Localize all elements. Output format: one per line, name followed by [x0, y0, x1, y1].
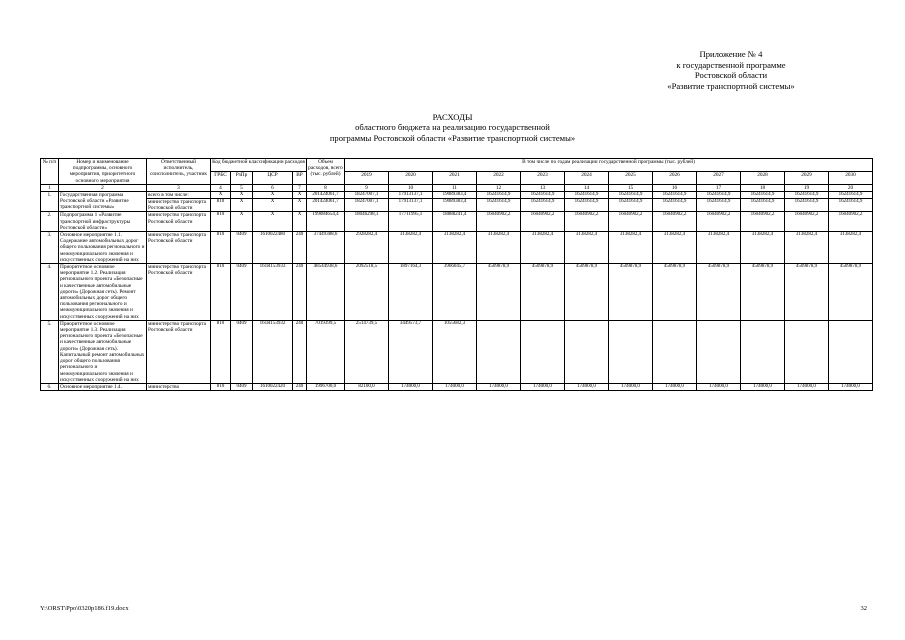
row-total: 199084654,4: [307, 212, 345, 232]
row-year-value: [477, 320, 521, 383]
row-year-value: 19089383,4: [433, 191, 477, 198]
row-year-value: 16241614,9: [653, 199, 697, 212]
row-year-value: 174000,0: [565, 383, 609, 390]
column-number: 13: [521, 184, 565, 191]
title-line: программы Ростовской области «Развитие транспортной системы»: [329, 132, 576, 143]
row-total: 1996700,0: [307, 383, 345, 390]
row-year-value: 174000,0: [389, 383, 433, 390]
row-name: Основное мероприятие 1.1. Содержание автомобильных дорог общего пользования регионального и межмуниципального значения и искусственных сооружений на них: [59, 232, 147, 264]
header-year: 2021: [433, 171, 477, 184]
table-row: [41, 212, 873, 232]
row-total: 201424061,7: [307, 199, 345, 212]
header-grbs: ГРБС: [211, 171, 231, 184]
appendix-line: «Развитие транспортной системы»: [667, 80, 795, 91]
row-year-value: 3138282,4: [697, 232, 741, 264]
row-number: 1.: [41, 191, 59, 212]
row-year-value: 3138282,4: [565, 232, 609, 264]
row-number: 6.: [41, 383, 59, 390]
row-year-value: 1055682,3: [433, 320, 477, 383]
row-number: 3.: [41, 232, 59, 264]
table-row: [41, 264, 873, 321]
header-year: 2022: [477, 171, 521, 184]
row-total: 7019399,5: [307, 320, 345, 383]
row-year-value: 16040902,2: [653, 212, 697, 232]
title-line: областного бюджета на реализацию государственной: [355, 122, 550, 133]
header-num: № п/п: [41, 159, 59, 185]
appendix-line: к государственной программе: [676, 59, 786, 70]
column-number: 10: [389, 184, 433, 191]
row-executor: министерство транспорта Ростовской области: [147, 199, 211, 212]
column-number: 17: [697, 184, 741, 191]
row-year-value: 16241614,9: [609, 199, 653, 212]
row-name: Основное мероприятие 1.4.: [59, 383, 147, 390]
row-year-value: 16040902,2: [741, 212, 785, 232]
expenses-table: [40, 158, 873, 391]
column-number: 5: [231, 184, 253, 191]
row-year-value: 3138282,4: [609, 232, 653, 264]
row-rzpr: 0409: [231, 383, 253, 390]
column-number: 3: [147, 184, 211, 191]
row-total: 201424061,7: [307, 191, 345, 198]
row-year-value: 16241614,9: [521, 191, 565, 198]
column-number: 20: [829, 184, 873, 191]
row-grbs: 810: [211, 264, 231, 321]
row-year-value: 3966045,7: [433, 264, 477, 321]
row-vr: 240: [293, 320, 307, 383]
column-number: 8: [307, 184, 345, 191]
row-grbs: 810: [211, 212, 231, 232]
row-year-value: [653, 320, 697, 383]
row-rzpr: 0409: [231, 232, 253, 264]
column-number: 1: [41, 184, 59, 191]
row-year-value: 2928282,4: [345, 232, 389, 264]
row-vr: X: [293, 212, 307, 232]
row-year-value: 4509878,9: [741, 264, 785, 321]
row-year-value: 4509878,9: [565, 264, 609, 321]
row-executor: министерство: [147, 383, 211, 390]
row-year-value: 4509878,9: [477, 264, 521, 321]
row-year-value: 174000,0: [697, 383, 741, 390]
row-csr: 1610022420: [253, 383, 293, 390]
row-csr: X: [253, 212, 293, 232]
row-rzpr: X: [231, 199, 253, 212]
row-year-value: 4509878,9: [829, 264, 873, 321]
row-number: 5.: [41, 320, 59, 383]
row-year-value: 4509878,9: [785, 264, 829, 321]
row-year-value: 18247007,1: [345, 199, 389, 212]
row-year-value: 3138282,4: [653, 232, 697, 264]
row-executor: министерство транспорта Ростовской области: [147, 264, 211, 321]
column-number: 19: [785, 184, 829, 191]
row-rzpr: X: [231, 191, 253, 198]
header-executor: Ответственный исполнитель, соисполнитель, участник: [147, 159, 211, 185]
row-year-value: 17711995,1: [389, 212, 433, 232]
row-year-value: 3138282,4: [389, 232, 433, 264]
header-total: Объем расходов, всего (тыс. рублей): [307, 159, 345, 185]
expenses-table-wrap: [40, 158, 870, 391]
header-year: 2020: [389, 171, 433, 184]
row-grbs: 810: [211, 383, 231, 390]
row-year-value: 17913137,1: [389, 199, 433, 212]
header-year: 2029: [785, 171, 829, 184]
row-year-value: 174000,0: [609, 383, 653, 390]
row-year-value: 4509878,9: [697, 264, 741, 321]
row-grbs: 810: [211, 232, 231, 264]
column-number: 14: [565, 184, 609, 191]
row-year-value: 16241614,9: [565, 191, 609, 198]
row-year-value: 3138282,4: [477, 232, 521, 264]
row-year-value: [741, 320, 785, 383]
table-row: [41, 199, 873, 212]
appendix-block: [601, 49, 861, 91]
header-years-group: В том числе по годам реализации государственной программы (тыс. рублей): [345, 159, 873, 172]
column-number-row: [41, 184, 873, 191]
row-year-value: 16241614,9: [565, 199, 609, 212]
row-year-value: 16241614,9: [521, 199, 565, 212]
row-executor: министерство транспорта Ростовской области: [147, 212, 211, 232]
row-year-value: 19089383,4: [433, 199, 477, 212]
row-vr: 240: [293, 264, 307, 321]
row-year-value: 3138282,4: [785, 232, 829, 264]
row-year-value: 2092518,5: [345, 264, 389, 321]
header-year: 2025: [609, 171, 653, 184]
row-year-value: 4509878,9: [521, 264, 565, 321]
row-year-value: 2514739,5: [345, 320, 389, 383]
row-name: Приоритетное основное мероприятие 1.2. Реализация регионального проекта «Безопасные и качественные автомобильные дороги» (Дорожная сеть). Ремонт автомобильных дорог общего пользования регионального и межмуниципального значения и искусственных сооружений на них: [59, 264, 147, 321]
row-year-value: 16241614,9: [785, 191, 829, 198]
row-year-value: 16040902,2: [785, 212, 829, 232]
row-executor: министерство транспорта Ростовской области: [147, 232, 211, 264]
row-vr: X: [293, 191, 307, 198]
row-year-value: 16040902,2: [477, 212, 521, 232]
table-row: [41, 191, 873, 198]
column-number: 2: [59, 184, 147, 191]
row-csr: X: [253, 191, 293, 198]
row-number: 4.: [41, 264, 59, 321]
table-row: [41, 320, 873, 383]
header-name: Номер и наименование подпрограммы, основного мероприятия, приоритетного основного мероприятия: [59, 159, 147, 185]
row-year-value: 16241614,9: [697, 191, 741, 198]
row-year-value: 174000,0: [829, 383, 873, 390]
row-year-value: 16241614,9: [829, 191, 873, 198]
header-year: 2027: [697, 171, 741, 184]
row-year-value: 16241614,9: [653, 191, 697, 198]
column-number: 18: [741, 184, 785, 191]
column-number: 15: [609, 184, 653, 191]
header-budget-code: Код бюджетной классификации расходов: [211, 159, 307, 172]
row-csr: 161R153932: [253, 320, 293, 383]
row-year-value: [609, 320, 653, 383]
row-year-value: 16241614,9: [697, 199, 741, 212]
row-year-value: 16241614,9: [741, 191, 785, 198]
header-year: 2028: [741, 171, 785, 184]
row-year-value: 174000,0: [477, 383, 521, 390]
row-year-value: 16241614,9: [741, 199, 785, 212]
table-row: [41, 232, 873, 264]
header-year: 2030: [829, 171, 873, 184]
header-year: 2019: [345, 171, 389, 184]
header-csr: ЦСР: [253, 171, 293, 184]
row-year-value: 16241614,9: [477, 199, 521, 212]
row-year-value: 16040902,2: [521, 212, 565, 232]
row-year-value: 16241614,9: [785, 199, 829, 212]
row-year-value: 4509878,9: [653, 264, 697, 321]
row-year-value: 3138282,4: [433, 232, 477, 264]
row-year-value: [521, 320, 565, 383]
column-number: 9: [345, 184, 389, 191]
row-rzpr: 0409: [231, 320, 253, 383]
appendix-line: Приложение № 4: [699, 49, 763, 59]
row-rzpr: X: [231, 212, 253, 232]
row-year-value: 174000,0: [521, 383, 565, 390]
column-number: 7: [293, 184, 307, 191]
header-year: 2026: [653, 171, 697, 184]
row-year-value: 16241614,9: [477, 191, 521, 198]
row-csr: 161R153933: [253, 264, 293, 321]
row-year-value: 17913137,1: [389, 191, 433, 198]
row-year-value: 3138282,4: [829, 232, 873, 264]
row-year-value: 174000,0: [653, 383, 697, 390]
row-year-value: [829, 320, 873, 383]
row-executor: всего в том числе:: [147, 191, 211, 198]
row-total: 37449388,6: [307, 232, 345, 264]
row-year-value: 1897164,3: [389, 264, 433, 321]
row-year-value: 18046298,1: [345, 212, 389, 232]
row-rzpr: 0409: [231, 264, 253, 321]
row-executor: министерство транспорта Ростовской области: [147, 320, 211, 383]
row-year-value: 174000,0: [741, 383, 785, 390]
header-rzpr: РзПр: [231, 171, 253, 184]
row-year-value: 4509878,9: [609, 264, 653, 321]
row-year-value: [697, 320, 741, 383]
column-number: 16: [653, 184, 697, 191]
appendix-line: Ростовской области: [694, 70, 768, 81]
row-year-value: 82100,0: [345, 383, 389, 390]
row-year-value: [785, 320, 829, 383]
header-year: 2024: [565, 171, 609, 184]
row-grbs: 810: [211, 199, 231, 212]
column-number: 12: [477, 184, 521, 191]
row-vr: 240: [293, 383, 307, 390]
row-name: Приоритетное основное мероприятие 1.3. Реализация регионального проекта «Безопасные и качественные автомобильные дороги» (Дорожная сеть). Капитальный ремонт автомобильных дорог общего пользования регионального и межмуниципального значения и искусственных сооружений на них: [59, 320, 147, 383]
column-number: 6: [253, 184, 293, 191]
title-line: РАСХОДЫ: [432, 112, 473, 122]
row-year-value: 16040902,2: [697, 212, 741, 232]
header-year: 2023: [521, 171, 565, 184]
row-year-value: 16241614,9: [829, 199, 873, 212]
page-number: 32: [860, 605, 867, 612]
row-csr: X: [253, 199, 293, 212]
row-year-value: 3449573,7: [389, 320, 433, 383]
table-row: [41, 383, 873, 390]
column-number: 11: [433, 184, 477, 191]
row-year-value: 16040902,2: [829, 212, 873, 232]
row-csr: 1610022480: [253, 232, 293, 264]
column-number: 4: [211, 184, 231, 191]
row-year-value: [565, 320, 609, 383]
header-row: [41, 159, 873, 172]
row-total: 48544938,6: [307, 264, 345, 321]
row-year-value: 174000,0: [785, 383, 829, 390]
row-year-value: 174000,0: [433, 383, 477, 390]
row-year-value: 18888241,4: [433, 212, 477, 232]
row-number: 2.: [41, 212, 59, 232]
header-vr: ВР: [293, 171, 307, 184]
row-grbs: 810: [211, 320, 231, 383]
row-name: Подпрограмма 1 «Развитие транспортной инфраструктуры Ростовской области»: [59, 212, 147, 232]
row-vr: X: [293, 199, 307, 212]
row-year-value: 18247007,1: [345, 191, 389, 198]
row-year-value: 16040902,2: [565, 212, 609, 232]
row-year-value: 3138282,4: [741, 232, 785, 264]
row-year-value: 16241614,9: [609, 191, 653, 198]
row-vr: 240: [293, 232, 307, 264]
row-grbs: X: [211, 191, 231, 198]
row-year-value: 16040902,2: [609, 212, 653, 232]
document-title: [0, 112, 905, 143]
file-path: Y:\ORST\Ppo\0320p186.f19.docx: [40, 605, 129, 612]
row-year-value: 3138282,4: [521, 232, 565, 264]
row-name: Государственная программа Ростовской области «Развитие транспортной системы»: [59, 191, 147, 212]
